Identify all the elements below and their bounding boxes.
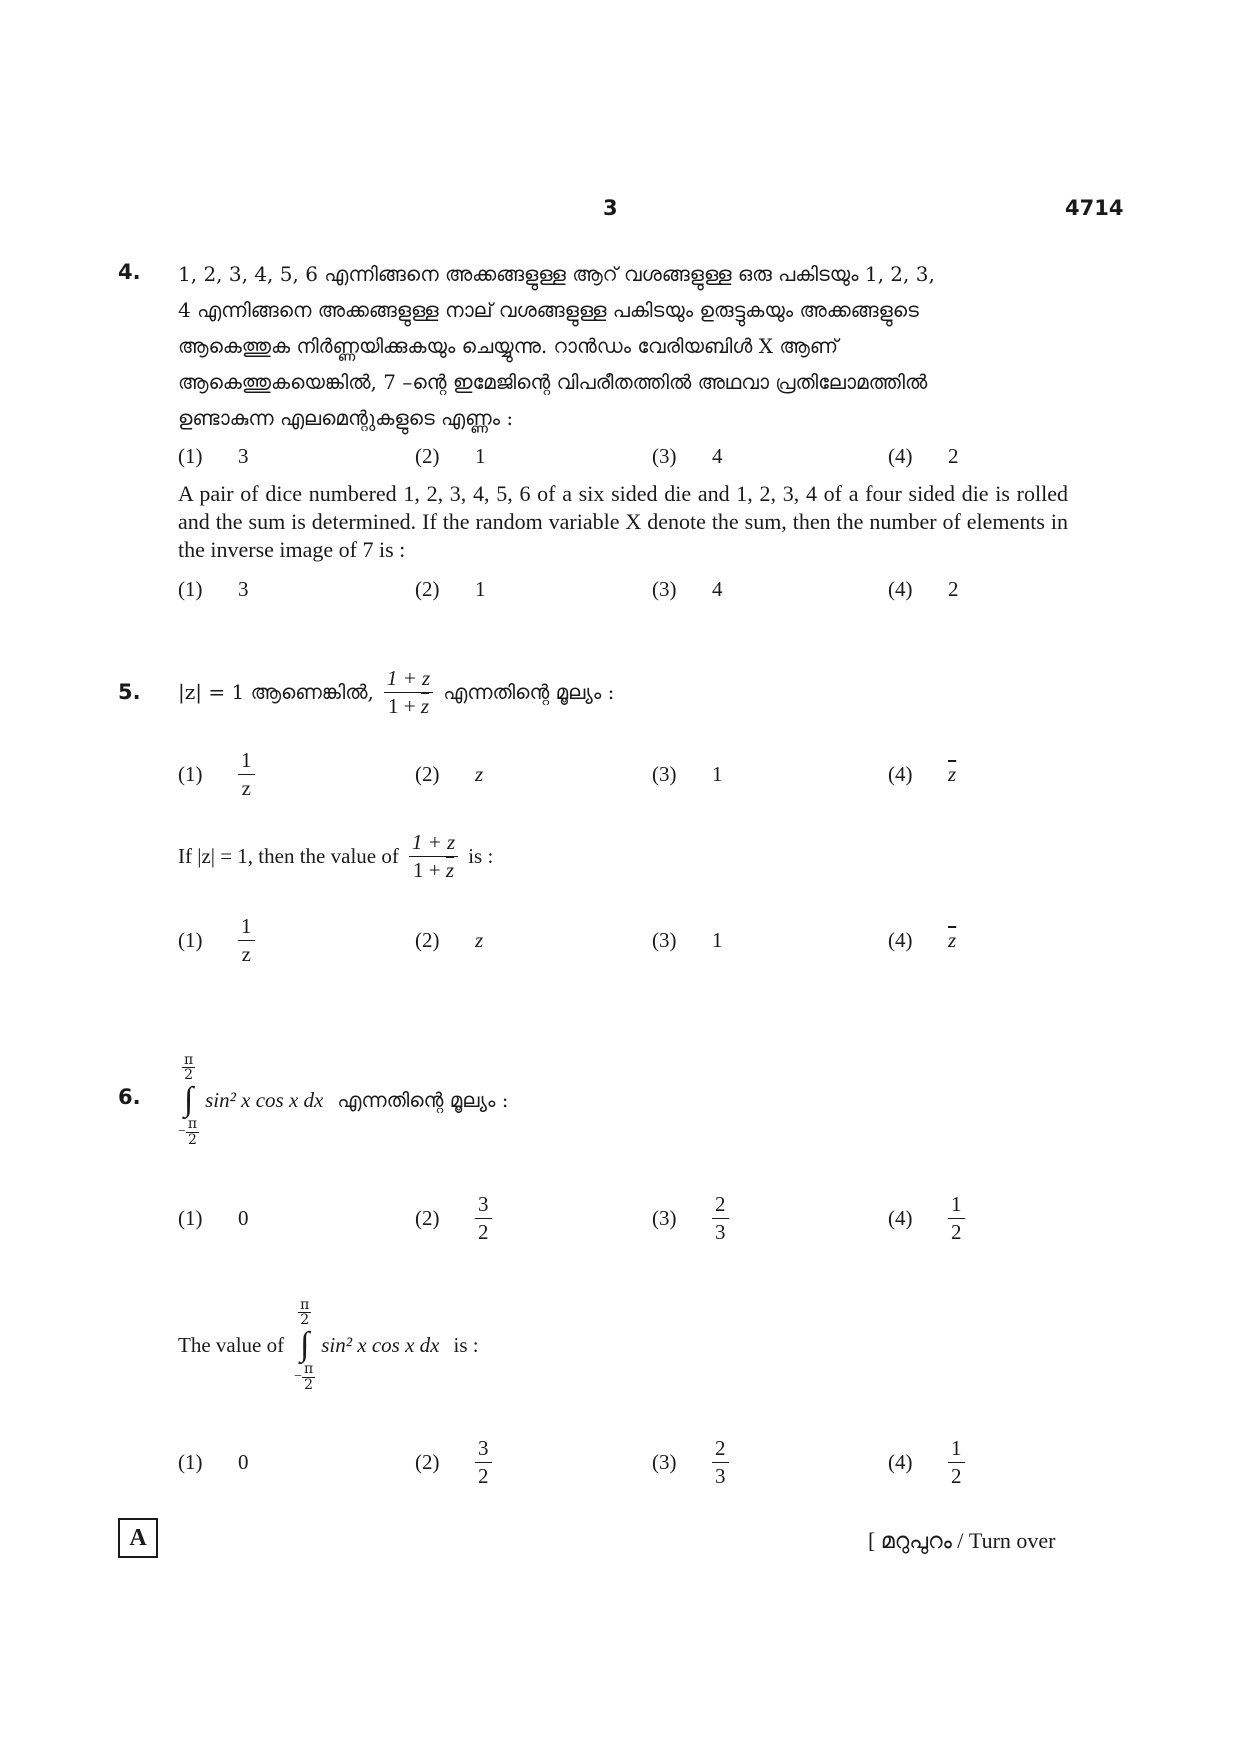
option-label: (2): [415, 577, 440, 601]
option-fraction: [948, 1193, 965, 1242]
q4-en-option-3[interactable]: [652, 577, 723, 602]
q4-english-text: A pair of dice numbered 1, 2, 3, 4, 5, 6 of a six sided die and 1, 2, 3, 4 of a four sided die is rolled and the sum is determined. If the random variable X denote the sum, then the number of elements in the inverse image of 7 is :: [178, 481, 1068, 562]
q4-ml-option-4[interactable]: [888, 444, 959, 469]
q6-ml-option-1[interactable]: [178, 1188, 249, 1248]
q4-en-option-2[interactable]: [415, 577, 486, 602]
q5-ml-option-3[interactable]: [652, 744, 723, 804]
q4-ml-line: ആകെത്തുകയെങ്കിൽ, 7 –ന്റെ ഇമേജിന്റെ വിപരീതത്തിൽ അഥവാ പ്രതിലോമത്തിൽ: [178, 370, 928, 394]
z-conjugate: $\overline{z}$: [420, 693, 430, 718]
option-label: (3): [652, 927, 677, 952]
option-value: 0: [238, 1205, 249, 1230]
q4-ml-line: 4 എന്നിങ്ങനെ അക്കങ്ങളുള്ള നാല് വശങ്ങളുള്ള പകിടയും ഉരുട്ടുകയും അക്കങ്ങളുടെ: [178, 298, 919, 322]
option-fraction: [238, 915, 255, 964]
option-label: (4): [888, 761, 913, 786]
fraction-numerator: 3: [475, 1437, 492, 1462]
option-label: (1): [178, 1205, 203, 1230]
fraction-denominator: z: [241, 941, 251, 966]
option-fraction: [712, 1437, 729, 1486]
q5-ml-option-1[interactable]: [178, 744, 255, 804]
option-label: (3): [652, 577, 677, 601]
q6-english-stem: [178, 1285, 479, 1405]
question-set-label: A: [118, 1518, 158, 1558]
q4-ml-line: 1, 2, 3, 4, 5, 6 എന്നിങ്ങനെ അക്കങ്ങളുള്ള ആറ് വശങ്ങളുള്ള ഒരു പകിടയും 1, 2, 3,: [178, 262, 935, 286]
option-value: $\overline{z}$: [948, 927, 957, 952]
page-number: 3: [603, 196, 618, 220]
option-value: 1: [712, 927, 723, 952]
q5-fraction: [384, 667, 433, 716]
q5-en-option-3[interactable]: [652, 910, 723, 970]
fraction-numerator: 1 + z: [409, 831, 458, 856]
option-label: (1): [178, 1449, 203, 1474]
q4-ml-line: ഉണ്ടാകുന്ന എലമെന്റുകളുടെ എണ്ണം :: [178, 406, 514, 430]
option-fraction: [948, 1437, 965, 1486]
upper-limit-den: 2: [184, 1067, 194, 1084]
q6-ml-option-2[interactable]: [415, 1188, 492, 1248]
upper-limit-den: 2: [300, 1312, 310, 1329]
integral-sign: $\frac{\pi}{2}$ ∫ − $\frac{\pi}{2}$: [178, 1051, 198, 1148]
q4-ml-option-1[interactable]: [178, 444, 249, 469]
option-label: (3): [652, 761, 677, 786]
q5-ml-suffix: എന്നതിന്റെ മൂല്യം :: [443, 680, 615, 704]
lower-limit-den: 2: [188, 1131, 197, 1148]
fraction-denominator: 3: [715, 1463, 726, 1488]
q4-malayalam-text: [178, 256, 935, 436]
lower-limit-num: π: [187, 1116, 198, 1132]
fraction-numerator: 1: [948, 1437, 965, 1462]
option-fraction: [475, 1437, 492, 1486]
option-label: (1): [178, 927, 203, 952]
fraction-numerator: 1 + z: [384, 667, 433, 692]
lower-limit-sign: −: [294, 1369, 303, 1385]
q6-ml-suffix: എന്നതിന്റെ മൂല്യം :: [337, 1088, 509, 1112]
option-value: $\overline{z}$: [948, 761, 957, 786]
q5-en-option-1[interactable]: [178, 910, 255, 970]
question-number-4: 4.: [118, 260, 141, 284]
z-conjugate: $\overline{z}$: [445, 857, 455, 882]
option-label: (4): [888, 927, 913, 952]
option-value: z: [475, 761, 484, 786]
q5-en-option-4[interactable]: [888, 910, 956, 970]
option-label: (3): [652, 1449, 677, 1474]
q4-en-option-4[interactable]: [888, 577, 959, 602]
upper-limit-num: π: [183, 1051, 194, 1068]
option-label: (2): [415, 927, 440, 952]
option-value: 4: [712, 577, 723, 601]
option-fraction: [238, 749, 255, 798]
q4-ml-line: ആകെത്തുക നിർണ്ണയിക്കുകയും ചെയ്യുന്നു. റാൻഡം വേരിയബിൾ X ആണ്: [178, 334, 839, 358]
option-label: (1): [178, 444, 203, 468]
option-label: (2): [415, 761, 440, 786]
q6-ml-option-3[interactable]: [652, 1188, 729, 1248]
option-label: (2): [415, 1205, 440, 1230]
q6-en-option-3[interactable]: [652, 1432, 729, 1492]
option-fraction: [712, 1193, 729, 1242]
paper-code: 4714: [1065, 196, 1124, 220]
option-label: (1): [178, 577, 203, 601]
option-fraction: [475, 1193, 492, 1242]
option-value: 2: [948, 577, 959, 601]
integrand: sin² x cos x dx: [205, 1087, 324, 1112]
option-value: z: [475, 927, 484, 952]
option-label: (3): [652, 1205, 677, 1230]
option-value: 4: [712, 444, 723, 468]
q6-en-option-1[interactable]: [178, 1432, 249, 1492]
q5-en-option-2[interactable]: [415, 910, 483, 970]
q4-en-option-1[interactable]: [178, 577, 249, 602]
lower-limit-sign: −: [178, 1124, 186, 1140]
option-value: 3: [238, 577, 249, 601]
option-value: 2: [948, 444, 959, 468]
q5-en-prefix: If |z| = 1, then the value of: [178, 843, 399, 868]
fraction-denominator: 1 +: [413, 857, 446, 882]
q6-en-option-2[interactable]: [415, 1432, 492, 1492]
option-label: (2): [415, 444, 440, 468]
q5-malayalam-stem: [178, 662, 614, 722]
option-label: (3): [652, 444, 677, 468]
fraction-numerator: 1: [238, 749, 255, 774]
lower-limit-den: 2: [304, 1376, 314, 1393]
option-label: (4): [888, 1449, 913, 1474]
option-value: 1: [475, 577, 486, 601]
q6-en-prefix: The value of: [178, 1332, 285, 1357]
fraction-denominator: z: [241, 775, 251, 800]
q5-ml-prefix: |z| = 1 ആണെങ്കിൽ,: [178, 680, 374, 704]
option-value: 0: [238, 1449, 249, 1474]
question-number-5: 5.: [118, 680, 141, 704]
upper-limit-num: π: [300, 1296, 310, 1313]
fraction-numerator: 1: [948, 1193, 965, 1218]
fraction-denominator: 2: [951, 1463, 962, 1488]
q5-english-stem: [178, 826, 493, 886]
lower-limit-num: π: [304, 1361, 314, 1377]
fraction-denominator: 3: [715, 1219, 726, 1244]
option-label: (4): [888, 1205, 913, 1230]
q6-en-option-4[interactable]: [888, 1432, 965, 1492]
turn-over-note: [ മറുപുറം / Turn over: [868, 1528, 1056, 1553]
q5-fraction: [409, 831, 458, 880]
q5-ml-option-2[interactable]: [415, 744, 483, 804]
fraction-numerator: 2: [712, 1437, 729, 1462]
option-value: 1: [712, 761, 723, 786]
integral-sign: $\frac{\pi}{2}$ ∫ − $\frac{\pi}{2}$: [294, 1296, 314, 1393]
q4-ml-option-2[interactable]: [415, 444, 486, 469]
integrand: sin² x cos x dx: [321, 1332, 440, 1357]
option-label: (2): [415, 1449, 440, 1474]
fraction-denominator: 2: [951, 1219, 962, 1244]
fraction-numerator: 3: [475, 1193, 492, 1218]
q4-ml-option-3[interactable]: [652, 444, 723, 469]
q6-ml-option-4[interactable]: [888, 1188, 965, 1248]
question-number-6: 6.: [118, 1085, 141, 1109]
fraction-denominator: 2: [478, 1219, 489, 1244]
option-value: 3: [238, 444, 249, 468]
fraction-denominator: 1 +: [388, 693, 421, 718]
q5-en-suffix: is :: [468, 843, 494, 868]
option-label: (4): [888, 444, 913, 468]
q6-en-suffix: is :: [453, 1332, 479, 1357]
fraction-denominator: 2: [478, 1463, 489, 1488]
q6-malayalam-stem: [178, 1040, 508, 1160]
option-label: (4): [888, 577, 913, 601]
fraction-numerator: 1: [238, 915, 255, 940]
option-value: 1: [475, 444, 486, 468]
option-label: (1): [178, 761, 203, 786]
q5-ml-option-4[interactable]: [888, 744, 956, 804]
fraction-numerator: 2: [712, 1193, 729, 1218]
